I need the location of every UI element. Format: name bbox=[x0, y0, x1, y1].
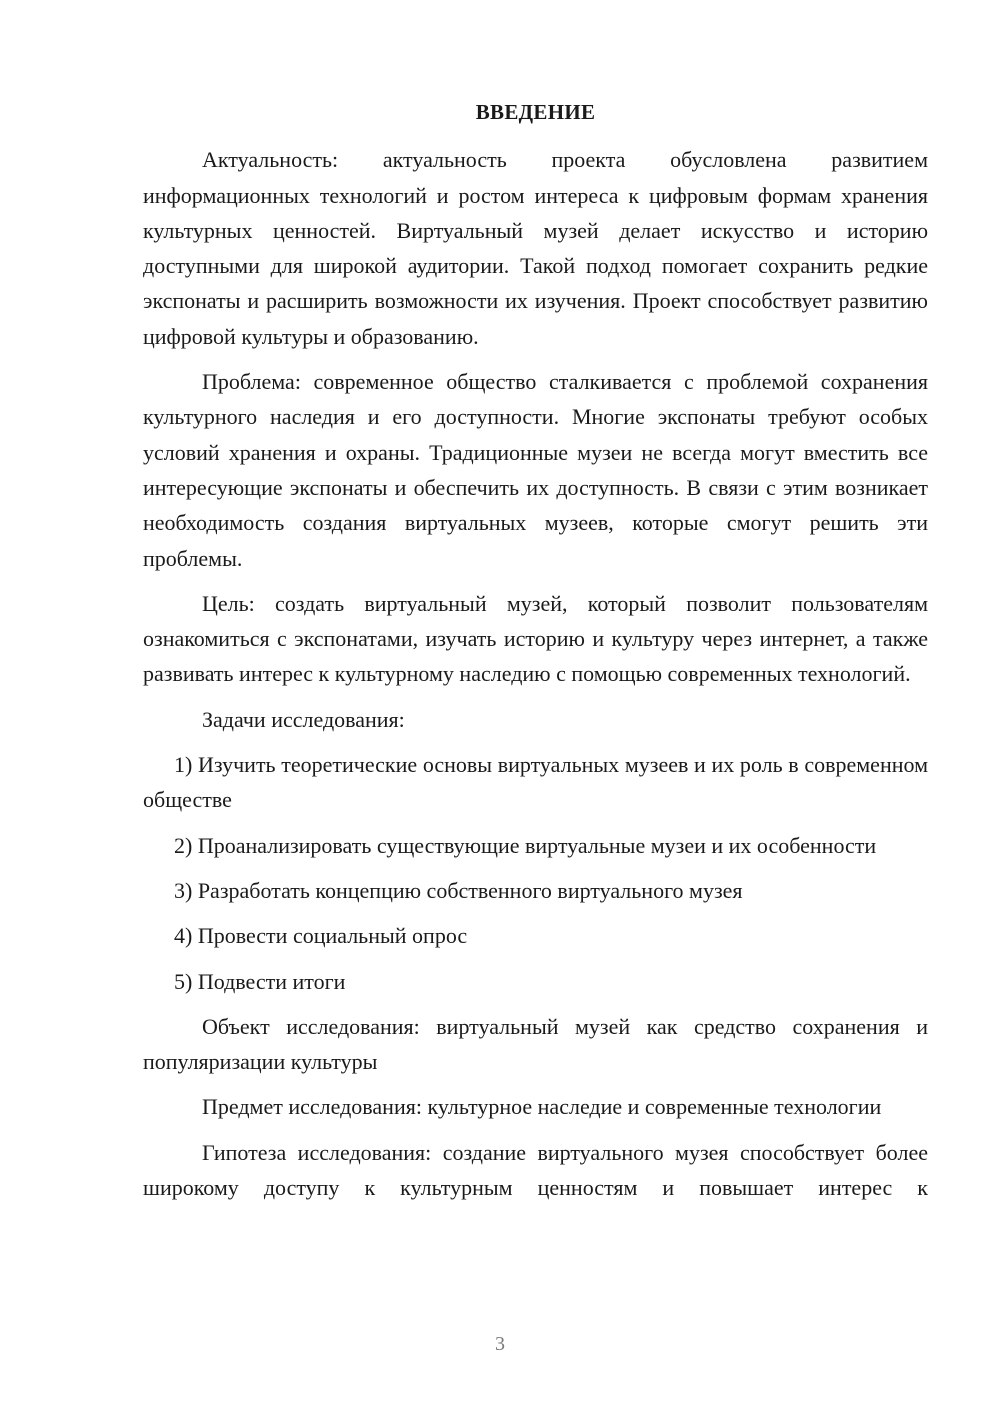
subject-paragraph: Предмет исследования: культурное наследие и современные технологии bbox=[202, 1094, 882, 1120]
document-page bbox=[143, 95, 928, 1215]
object-paragraph: Объект исследования: виртуальный музей как средство сохранения и популяризации культуры bbox=[143, 1013, 928, 1075]
task-item-3: 3) Разработать концепцию собственного виртуального музея bbox=[174, 877, 743, 903]
page-number: 3 bbox=[495, 1333, 505, 1355]
tasks-heading: Задачи исследования: bbox=[202, 706, 405, 732]
task-item-4: 4) Провести социальный опрос bbox=[174, 923, 468, 949]
goal-paragraph: Цель: создать виртуальный музей, который позволит пользователям ознакомиться с экспонатами, изучать историю и культуру через интернет, а также развивать интерес к культурному наследию с помощью современных технологий. bbox=[143, 590, 928, 687]
section-title: ВВЕДЕНИЕ bbox=[475, 100, 596, 124]
task-item-5: 5) Подвести итоги bbox=[174, 968, 346, 994]
hypothesis-paragraph: Гипотеза исследования: создание виртуального музея способствует более широкому доступу к культурным ценностям и повышает интерес к bbox=[143, 1139, 928, 1201]
task-item-2: 2) Проанализировать существующие виртуальные музеи и их особенности bbox=[174, 832, 877, 858]
task-item-1: 1) Изучить теоретические основы виртуальных музеев и их роль в современном обществе bbox=[143, 752, 928, 813]
problem-paragraph: Проблема: современное общество сталкивается с проблемой сохранения культурного наследия и его доступности. Многие экспонаты требуют особых условий хранения и охраны. Традиционные музеи не всегда могут вместить все интересующие экспонаты и обеспечить их доступность. В связи с этим возникает необходимость создания виртуальных музеев, которые смогут решить эти проблемы. bbox=[143, 369, 928, 571]
relevance-paragraph: Актуальность: актуальность проекта обусловлена развитием информационных технологий и ростом интереса к цифровым формам хранения культурных ценностей. Виртуальный музей делает искусство и историю доступными для широкой аудитории. Такой подход помогает сохранить редкие экспонаты и расширить возможности их изучения. Проект способствует развитию цифровой культуры и образованию. bbox=[143, 147, 928, 349]
